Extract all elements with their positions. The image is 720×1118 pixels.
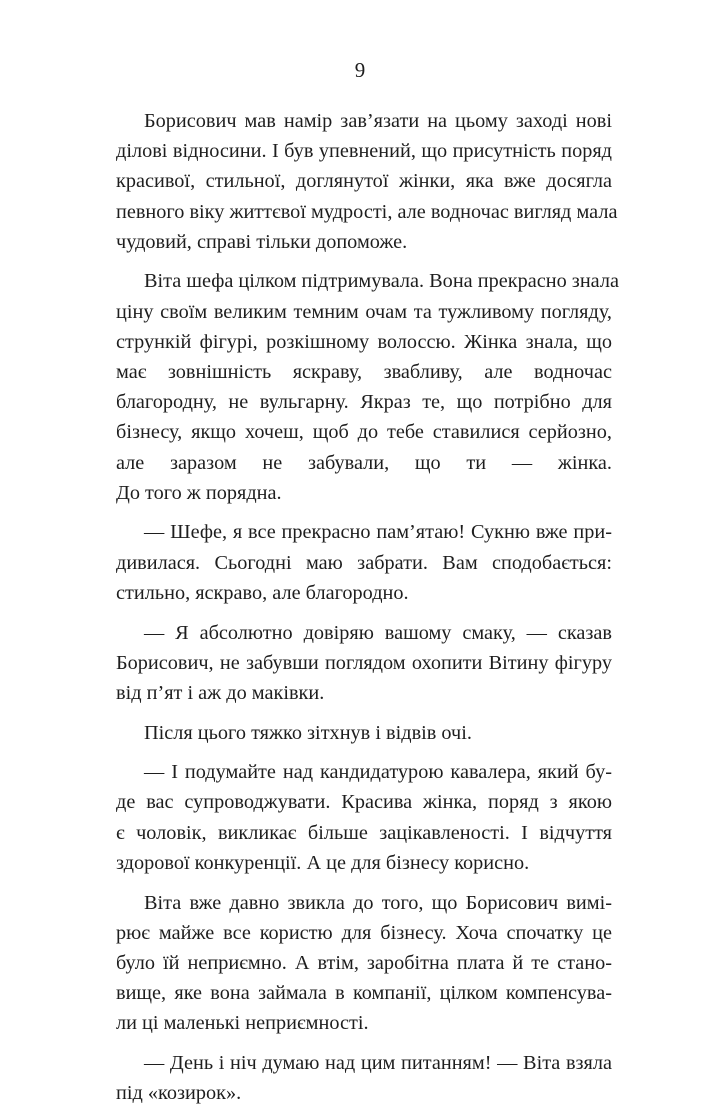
- text-line: — Шефе, я все прекрасно пам’ятаю! Сукню вже при-: [144, 521, 612, 544]
- text-line: бізнесу, якщо хочеш, щоб до тебе ставилися серйозно,: [116, 421, 612, 444]
- text-line: здорової конкуренції. А це для бізнесу корисно.: [116, 851, 530, 874]
- text-line: До того ж порядна.: [116, 481, 282, 504]
- text-line: вище, яке вона займала в компанії, цілком компенсува-: [116, 982, 612, 1005]
- text-line: ділові відносини. І був упевнений, що присутність поряд: [116, 140, 612, 163]
- text-line: Борисович мав намір зав’язати на цьому заході нові: [144, 110, 612, 132]
- paragraph: [116, 888, 612, 1039]
- text-line: Після цього тяжко зітхнув і відвів очі.: [144, 721, 472, 744]
- text-line: було їй неприємно. А втім, заробітна плата й те стано-: [116, 951, 612, 974]
- body-text: [116, 106, 619, 1118]
- text-line: є чоловік, викликає більше зацікавленості. І відчуття: [116, 821, 612, 844]
- text-line: — Я абсолютно довіряю вашому смаку, — сказав: [144, 621, 612, 644]
- text-line: Віта вже давно звикла до того, що Борисович вимі-: [144, 891, 612, 914]
- text-line: стильно, яскраво, але благородно.: [116, 581, 409, 604]
- page-number: 9: [354, 58, 366, 82]
- text-line: певного віку життєвої мудрості, але водночас вигляд мала: [116, 200, 618, 223]
- text-line: Борисович, не забувши поглядом охопити Вітину фігуру: [116, 651, 612, 674]
- text-line: — День і ніч думаю над цим питанням! — Віта взяла: [144, 1051, 612, 1074]
- text-line: рює майже все користю для бізнесу. Хоча спочатку це: [116, 921, 612, 944]
- text-line: красивої, стильної, доглянутої жінки, яка вже досягла: [116, 170, 612, 193]
- paragraph: [116, 718, 612, 748]
- paragraph: [116, 757, 612, 878]
- text-line: але заразом не забували, що ти — жінка.: [116, 451, 612, 474]
- paragraph: [116, 1048, 612, 1108]
- text-line: благородну, не вульгарну. Якраз те, що потрібно для: [116, 391, 612, 414]
- text-line: від п’ят і аж до маківки.: [116, 681, 325, 704]
- text-line: під «козирок».: [116, 1082, 242, 1105]
- text-line: ціну своїм великим темним очам та тужливому погляду,: [116, 300, 612, 323]
- text-line: стрункій фігурі, розкішному волоссю. Жінка знала, що: [116, 330, 612, 353]
- text-line: — І подумайте над кандидатурою кавалера, який бу-: [144, 761, 612, 784]
- text-line: де вас супроводжувати. Красива жінка, поряд з якою: [116, 791, 612, 814]
- paragraph: [116, 517, 612, 608]
- paragraph: [116, 266, 619, 508]
- text-line: має зовнішність яскраву, звабливу, але водночас: [116, 361, 612, 383]
- paragraph: [116, 106, 618, 257]
- paragraph: [116, 618, 612, 709]
- text-line: дивилася. Сьогодні маю забрати. Вам сподобається:: [116, 551, 612, 574]
- text-line: Віта шефа цілком підтримувала. Вона прекрасно знала: [144, 270, 619, 293]
- text-line: чудовий, справі тільки допоможе.: [116, 230, 408, 253]
- text-line: ли ці маленькі неприємності.: [116, 1012, 369, 1035]
